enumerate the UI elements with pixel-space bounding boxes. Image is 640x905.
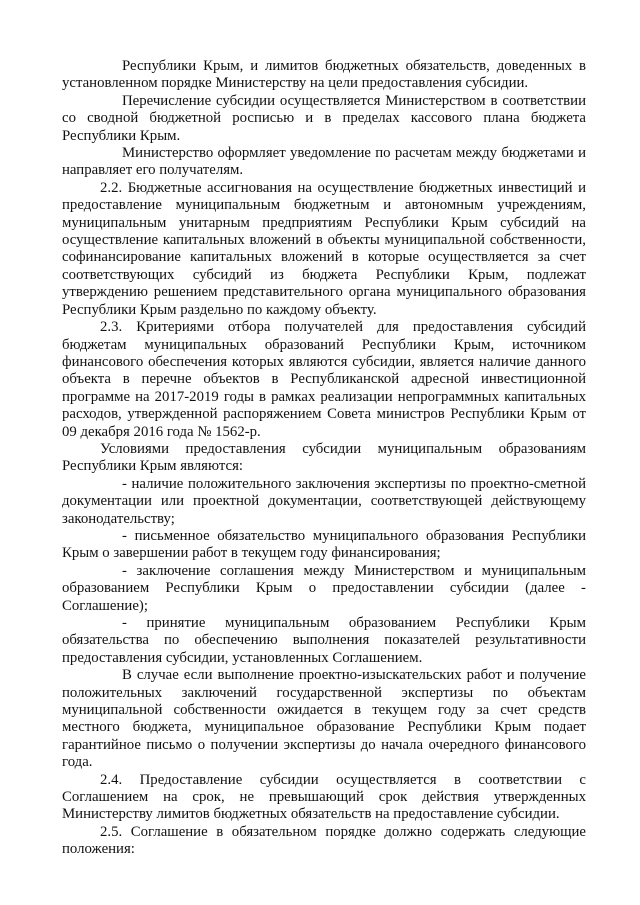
condition-item-obligation: - письменное обязательство муниципального образования Республики Крым о завершении работ в текущем году финансирования; [62, 527, 586, 562]
paragraph-conditions-intro: Условиями предоставления субсидии муниципальным образованиям Республики Крым являются: [62, 440, 586, 475]
condition-item-agreement: - заключение соглашения между Министерством и муниципальным образованием Республики Крым о предоставлении субсидии (далее - Соглашение); [62, 562, 586, 614]
paragraph-2-2: 2.2. Бюджетные ассигнования на осуществление бюджетных инвестиций и предоставление муниципальным бюджетным и автономным учреждениям, муниципальным унитарным предприятиям Республики Крым субсидий на осуществление капитальных вложений в объекты муниципальной собственности, софинансирование капитальных вложений в которые осуществляется за счет соответствующих субсидий из бюджета Республики Крым, подлежат утверждению решением представительного органа муниципального образования Республики Крым раздельно по каждому объекту. [62, 179, 586, 318]
paragraph-2-4: 2.4. Предоставление субсидии осуществляется в соответствии с Соглашением на срок, не превышающий срок действия утвержденных Министерству лимитов бюджетных обязательств на предоставление субсидии. [62, 771, 586, 823]
paragraph-2-5: 2.5. Соглашение в обязательном порядке должно содержать следующие положения: [62, 823, 586, 858]
paragraph-budget-limits: Республики Крым, и лимитов бюджетных обязательств, доведенных в установленном порядке Министерству на цели предоставления субсидии. [62, 58, 586, 92]
paragraph-2-3: 2.3. Критериями отбора получателей для предоставления субсидий бюджетам муниципальных образований Республики Крым, источником финансового обеспечения которых являются субсидии, является наличие данного объекта в перечне объектов в Республиканской адресной инвестиционной программе на 2017-2019 годы в рамках реализации непрограммных капитальных расходов, утвержденной распоряжением Совета министров Республики Крым от 09 декабря 2016 года № 1562-р. [62, 319, 586, 440]
condition-item-performance: - принятие муниципальным образованием Республики Крым обязательства по обеспечению выполнения показателей результативности предоставления субсидии, установленных Соглашением. [62, 615, 586, 666]
paragraph-subsidy-transfer: Перечисление субсидии осуществляется Министерством в соответствии со сводной бюджетной росписью и в пределах кассового плана бюджета Республики Крым. [62, 92, 586, 144]
paragraph-notification: Министерство оформляет уведомление по расчетам между бюджетами и направляет его получателям. [62, 145, 586, 179]
paragraph-guarantee-letter: В случае если выполнение проектно-изыскательских работ и получение положительных заключений государственной экспертизы по объектам муниципальной собственности ожидается в текущем году за счет средств местного бюджета, муниципальное образование Республики Крым подает гарантийное письмо о получении экспертизы до начала очередного финансового года. [62, 667, 586, 771]
condition-item-expertise: - наличие положительного заключения экспертизы по проектно-сметной документации или проектной документации, соответствующей действующему законодательству; [62, 475, 586, 527]
document-page [62, 58, 586, 859]
